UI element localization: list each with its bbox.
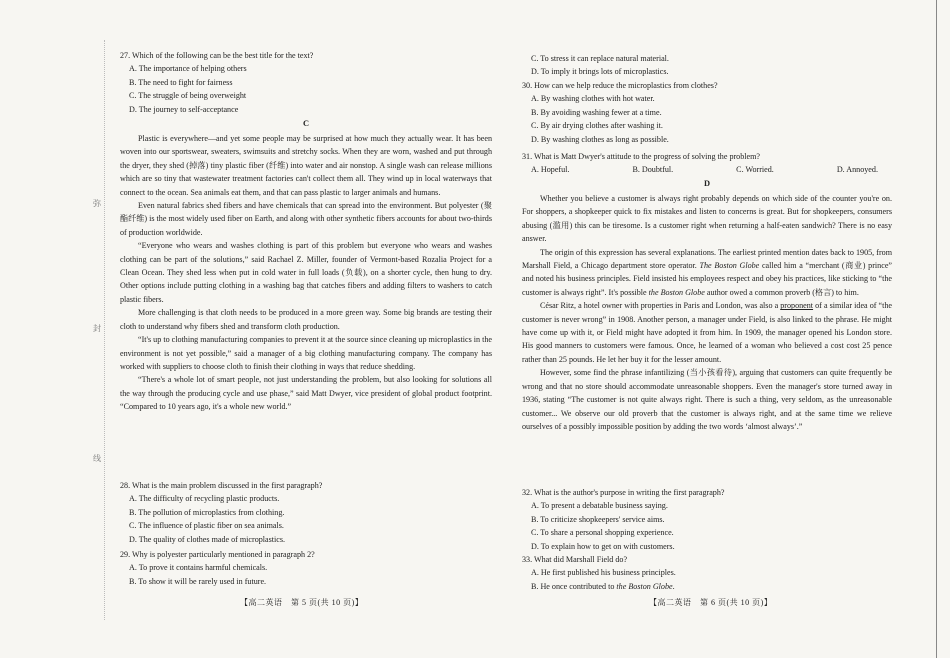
question-31 bbox=[522, 150, 892, 177]
option: C. Worried. bbox=[736, 165, 774, 175]
paragraph bbox=[522, 246, 892, 300]
question-30 bbox=[522, 79, 892, 146]
text-run: B. He once contributed to bbox=[531, 581, 617, 591]
option: A. The importance of helping others bbox=[129, 64, 247, 74]
question-32 bbox=[522, 486, 892, 553]
question-29 bbox=[120, 548, 492, 588]
question-29-continued bbox=[522, 52, 892, 79]
paragraph: Whether you believe a customer is always right probably depends on which side of the counter you're on. For shoppers, a shopkeeper quick to fix mistakes and listen to concerns is great. But for shopkeepers, consumers abusing (滥用) this can be tiresome. Is a customer right when returning a half-eaten sandwich? There is no easy answer. bbox=[522, 194, 892, 244]
question-text: 30. How can we help reduce the microplastics from clothes? bbox=[522, 81, 718, 90]
options-row bbox=[522, 163, 892, 176]
question-text: 33. What did Marshall Field do? bbox=[522, 555, 628, 564]
newspaper-title: the Boston Globe bbox=[648, 287, 705, 297]
question-text: 31. What is Matt Dwyer's attitude to the progress of solving the problem? bbox=[522, 152, 761, 161]
option: D. To explain how to get on with customers. bbox=[531, 541, 675, 551]
option: A. By washing clothes with hot water. bbox=[531, 94, 655, 104]
paragraph bbox=[522, 299, 892, 366]
paragraph: More challenging is that cloth needs to be produced in a more green way. Some big brands are testing their cloth to understand why fibers shed and transform cloth production. bbox=[120, 308, 492, 331]
margin-char-xian: 线 bbox=[93, 454, 101, 463]
paragraph: Even natural fabrics shed fibers and have chemicals that can spread into the environment. But polyester (聚酯纤维) is the most widely used fiber on Earth, and along with other synthetic fibers accounts for about two-thirds of production worldwide. bbox=[120, 201, 492, 237]
section-c-heading: C bbox=[302, 119, 310, 128]
paragraph: “It's up to clothing manufacturing companies to prevent it at the source since cleaning up microplastics in the environment is not yet possible,” said a manager of a big clothing manufacturing company. The company has worked with suppliers to choose cloth to finish their clothing in ways that reduce shedding. bbox=[120, 335, 492, 371]
option: D. By washing clothes as long as possible. bbox=[531, 134, 669, 144]
option: A. To prove it contains harmful chemicals. bbox=[129, 563, 268, 573]
option: B. The pollution of microplastics from clothing. bbox=[129, 507, 285, 517]
paragraph: However, some find the phrase infantilizing (当小孩看待), arguing that customers can quite frequently be wrong and that no store should accommodate unreasonable shoppers. Even the manager's store turned away in 1936, stating “The customer is not quite always right. There is such a thing, very seldom, as the unreasonable customer... We observe our old proverb that the customer is always right, and at the same time we relieve ourselves of a possibly impossible position by adding the two words ‘almost always’.” bbox=[522, 368, 892, 431]
margin-char-mi: 弥 bbox=[93, 199, 101, 208]
passage-d bbox=[522, 192, 892, 433]
text-run: César Ritz, a hotel owner with properties in Paris and London, was also a bbox=[540, 301, 781, 311]
option: C. To share a personal shopping experience. bbox=[531, 528, 674, 538]
question-text: 28. What is the main problem discussed in the first paragraph? bbox=[120, 481, 323, 490]
text-run: . bbox=[672, 581, 675, 591]
option: B. The need to fight for fairness bbox=[129, 77, 233, 87]
question-28 bbox=[120, 479, 492, 546]
option: B. To criticize shopkeepers' service aims. bbox=[531, 514, 665, 524]
option: C. By air drying clothes after washing it. bbox=[531, 121, 663, 131]
option: A. To present a debatable business saying. bbox=[531, 501, 668, 511]
option: A. He first published his business principles. bbox=[531, 568, 676, 578]
right-page bbox=[522, 0, 892, 658]
passage-c bbox=[120, 132, 492, 414]
section-d-heading: D bbox=[703, 179, 711, 188]
paragraph: “Everyone who wears and washes clothing is part of this problem but everyone who wears and washes clothing can be part of the solutions,” said Rachael Z. Miller, founder of Vermont-based Rozalia Project for a Clean Ocean. They shed less when put in cold water in full loads (负载), on a shorter cycle, then hung to dry. Other options include putting clothing in a washing bag that catches fibers and adding filters to washers to catch plastic fibers. bbox=[120, 241, 492, 304]
underlined-word: proponent bbox=[780, 301, 814, 311]
text-run: The origin of this expression has several explanations. The earliest printed mention dates back to 1905, from Marshall Field, a Chicago department store operator. bbox=[522, 247, 892, 271]
question-text: 29. Why is polyester particularly mentioned in paragraph 2? bbox=[120, 550, 315, 559]
option: D. The journey to self-acceptance bbox=[129, 104, 239, 114]
page-footer-right: 【高二英语 第 6 页(共 10 页)】 bbox=[649, 598, 773, 607]
option: C. The struggle of being overweight bbox=[129, 91, 247, 101]
option: A. Hopeful. bbox=[531, 165, 570, 175]
newspaper-title: the Boston Globe bbox=[616, 581, 673, 591]
page-edge-line bbox=[936, 0, 937, 658]
question-27 bbox=[120, 49, 492, 116]
question-text: 32. What is the author's purpose in writing the first paragraph? bbox=[522, 488, 725, 497]
left-page bbox=[120, 0, 492, 658]
option: D. Annoyed. bbox=[836, 165, 878, 175]
option: D. The quality of clothes made of microplastics. bbox=[129, 534, 286, 544]
text-run: author owed a common proverb (格言) to him. bbox=[704, 287, 859, 297]
question-33 bbox=[522, 553, 892, 593]
paragraph: Plastic is everywhere—and yet some people may be surprised at how much they actually wear. It has been woven into our sportswear, sweaters, swimsuits and stretchy socks. When they are worn, washed and put through the dryer, they shed (掉落) tiny plastic fiber (纤维) into water and air nonstop. A single wash can release millions which are so tiny that wastewater treatment factories can't collect them all. They wind up in local waterways that connect to the ocean. Sea animals eat them, and that can pass plastic to larger animals and humans. bbox=[120, 134, 492, 197]
option: A. The difficulty of recycling plastic products. bbox=[129, 494, 280, 504]
binding-line bbox=[104, 40, 105, 620]
option: C. To stress it can replace natural material. bbox=[531, 54, 669, 63]
option: B. By avoiding washing fewer at a time. bbox=[531, 107, 662, 117]
option bbox=[522, 580, 892, 593]
option: C. The influence of plastic fiber on sea animals. bbox=[129, 521, 284, 531]
option: D. To imply it brings lots of microplastics. bbox=[531, 67, 669, 77]
option: B. To show it will be rarely used in future. bbox=[129, 576, 267, 586]
option: B. Doubtful. bbox=[632, 165, 674, 175]
page-footer-left: 【高二英语 第 5 页(共 10 页)】 bbox=[240, 598, 364, 607]
paragraph: “There's a whole lot of smart people, not just understanding the problem, but also looking for solutions all the way through the producing cycle and use phase,” said Matt Dwyer, vice president of global product footprint. “Compared to 10 years ago, it's a whole new world.” bbox=[120, 375, 492, 412]
question-text: 27. Which of the following can be the best title for the text? bbox=[120, 51, 314, 60]
margin-char-feng: 封 bbox=[93, 324, 101, 333]
text-run: of a similar idea of “the customer is never wrong” in 1908. Another person, a manager under Field, is also linked to the phrase. He might have come up with it, or Field might have adopted it from him. In 1909, the manager opened his London store. His good manners to customers were famous. Once, he learned of a woman who believed a cost cost 25 pence rather than 25 pounds. He let her buy it for the lesser amount. bbox=[522, 301, 892, 364]
newspaper-title: The Boston Globe bbox=[699, 261, 760, 271]
text-run: called him a “merchant (商业) prince” and noted his business principles. Field insisted his employees respect and obey his practices, like sticking to “the customer is always right”. It's possible bbox=[522, 261, 892, 297]
